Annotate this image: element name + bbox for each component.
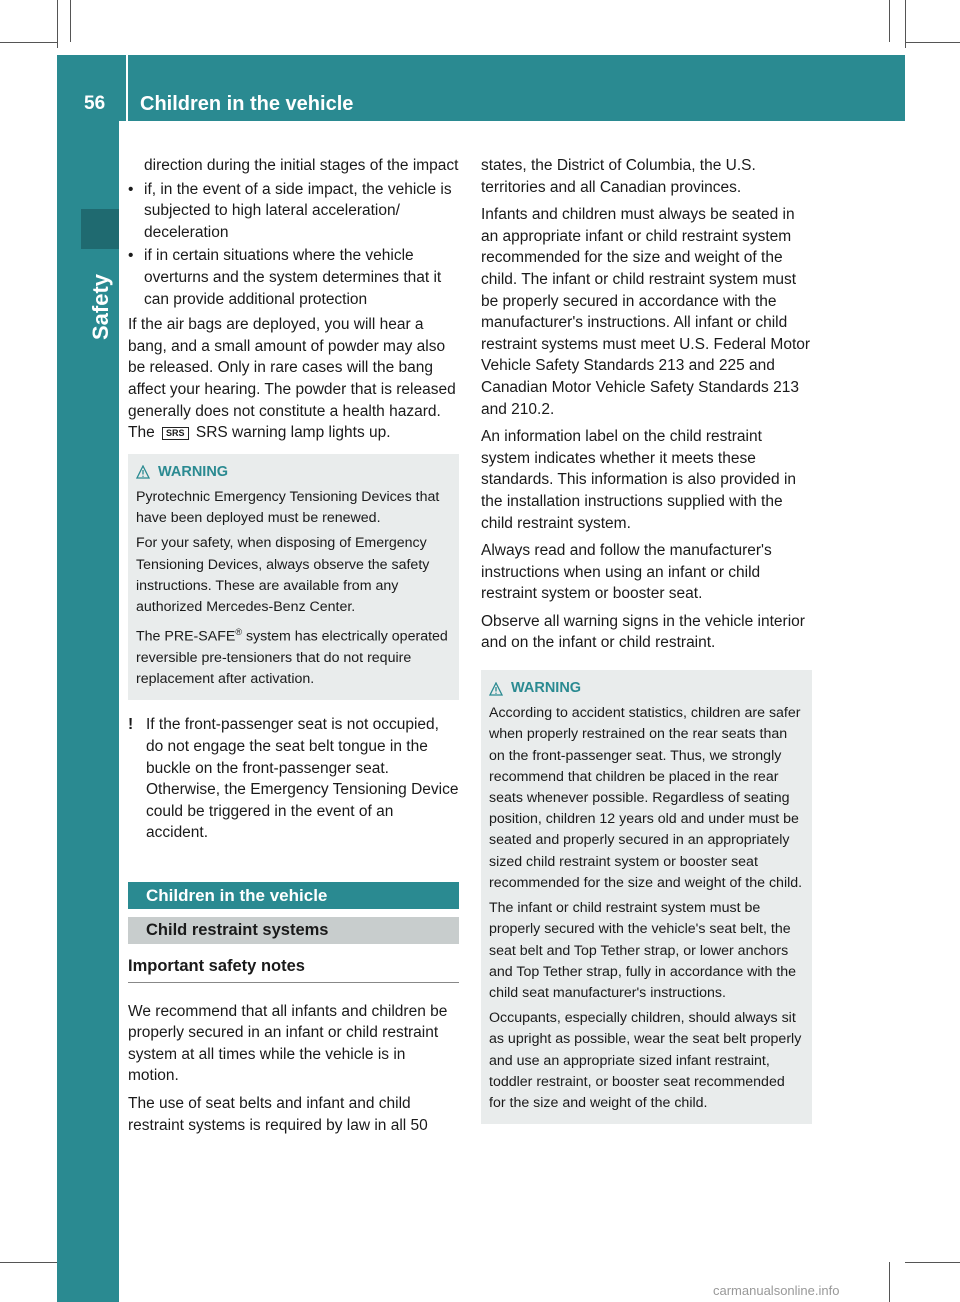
left-column (128, 155, 459, 1142)
warning-text: The infant or child restraint system must be properly secured with the vehicle's seat belt, the seat belt and Top Tether strap, or lower anchors and Top Tether strap, fully in accordance with the child seat manufacturer's instructions. (489, 900, 797, 1001)
body-paragraph: We recommend that all infants and children be properly secured in an infant or child restraint system at all times while the vehicle is in motion. (128, 1002, 448, 1085)
header-separator (126, 55, 128, 121)
body-paragraph: The use of seat belts and infant and child restraint systems is required by law in all 50 (128, 1095, 428, 1134)
warning-triangle-icon (489, 682, 503, 696)
warning-heading-text: WARNING (511, 680, 582, 697)
crop-mark (70, 0, 71, 42)
section-heading: Children in the vehicle (128, 882, 459, 909)
bullet-item: • if in certain situations where the vehicle overturns and the system determines that it can provide additional protection (128, 245, 459, 310)
page-number: 56 (84, 93, 106, 114)
note-item (128, 714, 459, 844)
airbag-text-before: If the air bags are deployed, you will hear a bang, and a small amount of powder may also be released. Only in rare cases will the bang affect your hearing. The powder that is released generally does not constitute a health hazard. The (128, 316, 456, 442)
exclamation-icon: ! (128, 716, 134, 734)
warning-heading (489, 678, 804, 699)
warning-box (481, 670, 812, 1124)
body-paragraph: An information label on the child restraint system indicates whether it meets these standards. This information is also provided in the installation instructions supplied with the child restraint system. (481, 428, 797, 532)
srs-icon: SRS (162, 427, 189, 440)
crop-mark (905, 0, 906, 48)
registered-mark: ® (235, 627, 242, 638)
body-paragraph: Always read and follow the manufacturer's instructions when using an infant or child restraint system or booster seat. (481, 542, 772, 603)
presafe-text-after: system has electrically operated reversible pre-tensioners that do not require replacement after activation. (136, 628, 448, 688)
crop-mark (905, 1262, 960, 1263)
warning-heading (136, 462, 451, 483)
presafe-text-before: The PRE-SAFE (136, 628, 236, 645)
warning-box (128, 454, 459, 701)
warning-triangle-icon (136, 465, 150, 479)
side-tab-marker (81, 209, 119, 249)
crop-mark (889, 1262, 890, 1302)
continued-line: direction during the initial stages of the impact (144, 157, 459, 174)
crop-mark (905, 42, 960, 43)
crop-mark (889, 0, 890, 42)
important-notes-heading: Important safety notes (128, 956, 459, 983)
page-title: Children in the vehicle (140, 93, 354, 115)
watermark: carmanualsonline.info (713, 1283, 840, 1298)
crop-mark (0, 1262, 57, 1263)
airbag-text-after: SRS warning lamp lights up. (195, 424, 391, 442)
crop-mark (0, 42, 57, 43)
warning-text: According to accident statistics, children are safer when properly restrained on the rear seats than on the front-passenger seat. Thus, we strongly recommend that children be placed in the rear seats whenever possible. Regardless of seating position, children 12 years old and under must be seated and properly secured in an appropriately sized child restraint system or booster seat recommended for the size and weight of the child. (489, 705, 803, 891)
bullet-item: • if, in the event of a side impact, the vehicle is subjected to high lateral acceleration/ deceleration (128, 179, 459, 244)
warning-text (136, 622, 451, 690)
body-paragraph: Observe all warning signs in the vehicle interior and on the infant or child restraint. (481, 612, 805, 652)
subsection-heading: Child restraint systems (128, 917, 459, 944)
body-paragraph: states, the District of Columbia, the U.S. territories and all Canadian provinces. (481, 157, 756, 196)
airbag-paragraph (128, 314, 459, 444)
crop-mark (57, 0, 58, 48)
warning-heading-text: WARNING (158, 463, 229, 480)
warning-text: For your safety, when disposing of Emergency Tensioning Devices, always observe the safety instructions. These are available from any authorized Mercedes-Benz Center. (136, 535, 430, 615)
warning-text: Occupants, especially children, should always sit as upright as possible, wear the seat belt properly and use an appropriate sized infant restraint, toddler restraint, or booster seat recommended for the size and weight of the child. (489, 1010, 802, 1111)
body-paragraph: Infants and children must always be seated in an appropriate infant or child restraint system recommended for the size and weight of the child. The infant or child restraint system must be properly secured in accordance with the manufacturer's instructions. All infant or child restraint systems must meet U.S. Federal Motor Vehicle Safety Standards 213 and 225 and Canadian Motor Vehicle Safety Standards 213 and 210.2. (481, 206, 811, 418)
warning-text: Pyrotechnic Emergency Tensioning Devices that have been deployed must be renewed. (136, 488, 440, 527)
note-text: If the front-passenger seat is not occupied, do not engage the seat belt tongue in the buckle on the front-passenger seat. Otherwise, the Emergency Tensioning Device could be triggered in the event of an accident. (146, 716, 459, 842)
right-column (481, 155, 812, 1138)
side-tab-label: Safety (88, 273, 113, 340)
